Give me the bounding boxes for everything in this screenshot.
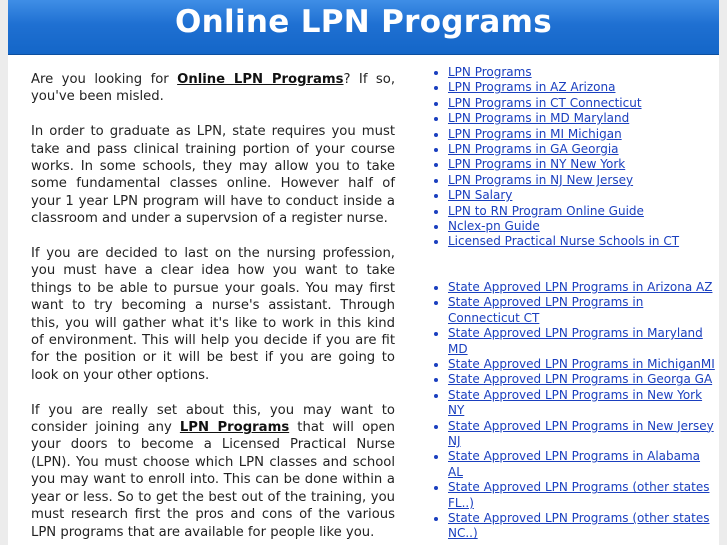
sidebar-link[interactable]: State Approved LPN Programs in Maryland MD — [448, 326, 703, 356]
sidebar-list-item — [448, 80, 715, 95]
sidebar-link[interactable]: LPN Salary — [448, 188, 513, 203]
sidebar-state-approved-links — [430, 280, 715, 542]
programs-text-before: If you are really set about this, you may want to consider joining any — [31, 402, 395, 436]
sidebar-list-item — [448, 96, 715, 111]
sidebar-link[interactable]: LPN Programs in NJ New Jersey — [448, 172, 634, 187]
sidebar-link[interactable]: LPN Programs in MD Maryland — [448, 111, 630, 126]
sidebar-list-item — [448, 204, 715, 219]
sidebar-link[interactable]: State Approved LPN Programs in Connecticut CT — [448, 295, 644, 325]
sidebar-link[interactable]: LPN to RN Program Online Guide — [448, 203, 644, 218]
sidebar-link[interactable]: Licensed Practical Nurse Schools in CT — [448, 234, 680, 249]
sidebar-link[interactable]: LPN Programs in CT Connecticut — [448, 95, 642, 110]
online-lpn-programs-link[interactable]: Online LPN Programs — [177, 72, 344, 87]
intro-text-after: ? If so, you've been misled. — [31, 72, 396, 105]
sidebar-list-item — [448, 511, 715, 542]
sidebar-link[interactable]: State Approved LPN Programs in Alabama AL — [448, 449, 701, 479]
main-article — [31, 71, 395, 545]
sidebar-list-item — [448, 480, 715, 511]
sidebar — [430, 65, 715, 542]
sidebar-link[interactable]: State Approved LPN Programs (other states NC..) — [448, 510, 710, 541]
sidebar-link[interactable]: LPN Programs in AZ Arizona — [448, 80, 616, 95]
content-area — [8, 55, 719, 545]
sidebar-list-item — [448, 326, 715, 357]
decision-paragraph: If you are decided to last on the nursing profession, you must have a clear idea how you want to take things to be able to pursue your goals. You may first want to try becoming a nurse's assistant. Through this, you will gather what it's like to work in this kind of environment. This will help you decide if you are fit for the position or it will be best if you are going to look on your other options. — [31, 246, 395, 383]
sidebar-list-item — [448, 142, 715, 157]
sidebar-link[interactable]: Nclex-pn Guide — [448, 219, 540, 234]
sidebar-list-item — [448, 65, 715, 80]
sidebar-link[interactable]: State Approved LPN Programs in MichiganMI — [448, 356, 715, 371]
sidebar-list-item — [448, 157, 715, 172]
page-title: Online LPN Programs — [175, 4, 552, 40]
sidebar-list-item — [448, 357, 715, 372]
sidebar-list-item — [448, 111, 715, 126]
sidebar-list-item — [448, 372, 715, 387]
sidebar-list-item — [448, 219, 715, 234]
sidebar-list-item — [448, 173, 715, 188]
lpn-programs-link[interactable]: LPN Programs — [179, 420, 290, 436]
sidebar-list-item — [448, 188, 715, 203]
sidebar-link[interactable]: LPN Programs in MI Michigan — [448, 126, 622, 141]
sidebar-list-item — [448, 280, 715, 295]
sidebar-link[interactable]: State Approved LPN Programs in New Jersey NJ — [448, 418, 714, 448]
sidebar-list-item — [448, 234, 715, 249]
sidebar-link[interactable]: State Approved LPN Programs in Arizona AZ — [448, 279, 713, 294]
sidebar-link[interactable]: State Approved LPN Programs in New York NY — [448, 387, 703, 418]
intro-text-before: Are you looking for — [31, 72, 178, 87]
sidebar-link[interactable]: LPN Programs in NY New York — [448, 157, 626, 172]
graduation-paragraph: In order to graduate as LPN, state requires you must take and pass clinical training portion of your course works. In some schools, they may allow you to take some fundamental classes online. However half of your 1 year LPN program will have to conduct inside a classroom and under a supervsion of a register nurse. — [31, 124, 395, 227]
sidebar-link[interactable]: State Approved LPN Programs (other states FL..) — [448, 480, 710, 510]
sidebar-link[interactable]: LPN Programs — [448, 65, 532, 79]
sidebar-list-item — [448, 388, 715, 419]
sidebar-link[interactable]: LPN Programs in GA Georgia — [448, 142, 619, 157]
sidebar-list-item — [448, 449, 715, 480]
sidebar-program-links — [430, 65, 715, 250]
intro-paragraph — [31, 71, 395, 106]
sidebar-link[interactable]: State Approved LPN Programs in Georga GA — [448, 372, 713, 387]
sidebar-list-item — [448, 127, 715, 142]
sidebar-list-item — [448, 295, 715, 326]
programs-paragraph — [31, 402, 395, 541]
programs-text-after: that will open your doors to become a Licensed Practical Nurse (LPN). You must choose which LPN classes and school you may want to enroll into. This can be done within a year or less. So to get the best out of the training, you must research first the pros and cons of the various LPN programs that are available for people like you. — [31, 420, 396, 540]
sidebar-list-item — [448, 419, 715, 450]
site-header — [8, 0, 719, 55]
